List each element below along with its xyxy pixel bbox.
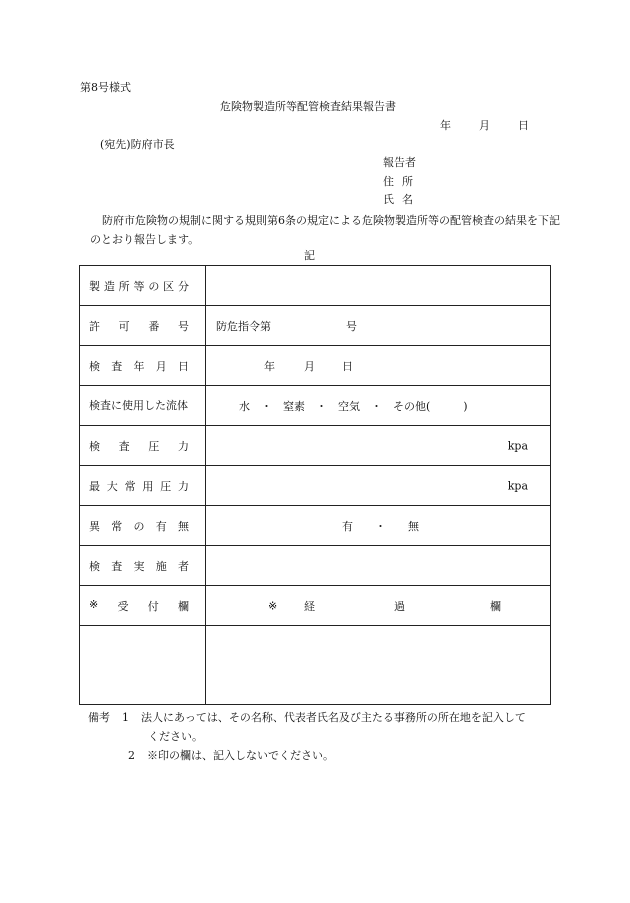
- form-number: 第8号様式: [80, 81, 131, 94]
- row-reception-body: [80, 626, 551, 705]
- field-abnormality[interactable]: [206, 506, 551, 546]
- date-month: 月: [479, 119, 490, 132]
- note-2: [128, 749, 334, 763]
- row-inspection-date: [80, 346, 551, 386]
- field-progress[interactable]: [206, 626, 551, 705]
- label-max-pressure: 最 大 常 用 圧 力: [80, 466, 206, 506]
- field-classification[interactable]: [206, 266, 551, 306]
- note-2-number: 2: [128, 749, 135, 762]
- date-day: 日: [518, 119, 529, 132]
- row-pressure: [80, 426, 551, 466]
- document-title: 危険物製造所等配管検査結果報告書: [220, 100, 396, 113]
- field-fluid[interactable]: [206, 386, 551, 426]
- fluid-options: 水 ・ 窒素 ・ 空気 ・ その他( ): [239, 399, 468, 413]
- label-fluid: 検査に使用した流体: [80, 386, 206, 426]
- row-inspector: [80, 546, 551, 586]
- notes-label: 備考: [88, 711, 110, 724]
- row-reception-header: [80, 586, 551, 626]
- row-abnormality: [80, 506, 551, 546]
- report-date: [440, 119, 529, 133]
- row-classification: [80, 266, 551, 306]
- inspection-month: 月: [304, 359, 315, 373]
- field-pressure[interactable]: [206, 426, 551, 466]
- label-permit: 許 可 番 号: [80, 306, 206, 346]
- reporter-address-label: 住所: [383, 175, 421, 188]
- field-inspector[interactable]: [206, 546, 551, 586]
- inspection-year: 年: [264, 359, 275, 373]
- label-classification: 製 造 所 等 の 区 分: [80, 266, 206, 306]
- reporter-name-label: 氏名: [383, 193, 421, 206]
- max-pressure-unit: kpa: [507, 479, 528, 492]
- label-abnormality: 異 常 の 有 無: [80, 506, 206, 546]
- field-max-pressure[interactable]: [206, 466, 551, 506]
- row-fluid: [80, 386, 551, 426]
- field-reception[interactable]: [80, 626, 206, 705]
- label-reception: ※ 受 付 欄: [80, 586, 206, 626]
- row-max-pressure: [80, 466, 551, 506]
- field-permit[interactable]: [206, 306, 551, 346]
- pressure-unit: kpa: [507, 439, 528, 452]
- addressee: (宛先)防府市長: [100, 138, 175, 151]
- permit-suffix: 号: [346, 319, 357, 333]
- label-inspector: 検 査 実 施 者: [80, 546, 206, 586]
- abnormality-options: 有 ・ 無: [342, 519, 419, 533]
- note-2-text: ※印の欄は、記入しないでください。: [147, 749, 334, 762]
- report-form-table: [79, 265, 551, 705]
- report-statement: 防府市危険物の規制に関する規則第6条の規定による危険物製造所等の配管検査の結果を下記のとおり報告します。: [90, 214, 560, 246]
- note-1-number: 1: [122, 711, 129, 724]
- inspection-day: 日: [342, 359, 353, 373]
- ki-marker: 記: [304, 249, 315, 262]
- row-permit: [80, 306, 551, 346]
- reporter-label: 報告者: [383, 156, 416, 169]
- permit-prefix: 防危指令第: [216, 319, 271, 333]
- label-progress: ※ 経 過 欄: [206, 586, 551, 626]
- label-inspection-date: 検 査 年 月 日: [80, 346, 206, 386]
- date-year: 年: [440, 119, 451, 132]
- note-1-continuation: ください。: [148, 730, 203, 743]
- note-1-text: 法人にあっては、その名称、代表者氏名及び主たる事務所の所在地を記入して: [141, 711, 526, 724]
- field-inspection-date[interactable]: [206, 346, 551, 386]
- note-1: [88, 711, 526, 725]
- label-pressure: 検 査 圧 力: [80, 426, 206, 466]
